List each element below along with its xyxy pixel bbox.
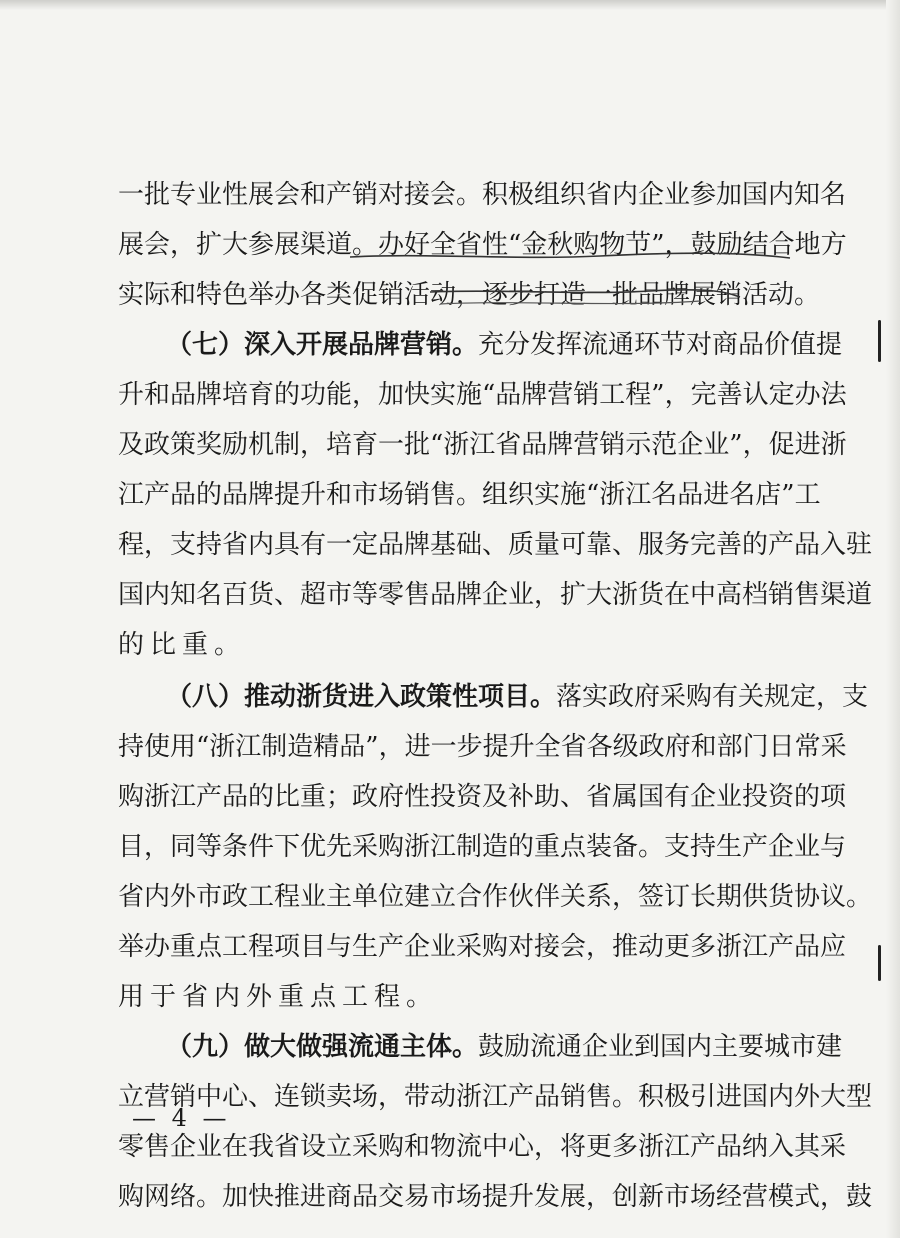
text-line: （八）推动浙货进入政策性项目。落实政府采购有关规定，支 <box>166 682 869 712</box>
text-line: 举办重点工程项目与生产企业采购对接会，推动更多浙江产品应 <box>118 932 847 962</box>
text-line: 程，支持省内具有一定品牌基础、质量可靠、服务完善的产品入驻 <box>118 530 873 560</box>
section-heading-7: （七）深入开展品牌营销。 <box>166 330 479 360</box>
text-line: 零售企业在我省设立采购和物流中心，将更多浙江产品纳入其采 <box>118 1132 847 1162</box>
section-heading-9: （九）做大做强流通主体。 <box>166 1032 479 1062</box>
text-line: 及政策奖励机制，培育一批“浙江省品牌营销示范企业”，促进浙 <box>118 430 847 460</box>
text-line: 升和品牌培育的功能，加快实施“品牌营销工程”，完善认定办法 <box>118 380 847 410</box>
text-line: 购网络。加快推进商品交易市场提升发展，创新市场经营模式，鼓 <box>118 1182 873 1212</box>
text-line: 持使用“浙江制造精品”，进一步提升全省各级政府和部门日常采 <box>118 732 847 762</box>
text-line: 一批专业性展会和产销对接会。积极组织省内企业参加国内知名 <box>118 180 847 210</box>
binder-mark-bottom <box>878 945 881 981</box>
text-line: 用于省内外重点工程。 <box>118 982 439 1012</box>
text-line: 目，同等条件下优先采购浙江制造的重点装备。支持生产企业与 <box>118 832 847 862</box>
text-line: 的比重。 <box>118 630 247 660</box>
text-line: 省内外市政工程业主单位建立合作伙伴关系，签订长期供货协议。 <box>118 882 873 912</box>
binder-mark-top <box>878 320 881 362</box>
section-heading-8: （八）推动浙货进入政策性项目。 <box>166 682 557 712</box>
text-line: 江产品的品牌提升和市场销售。组织实施“浙江名品进名店”工 <box>118 480 821 510</box>
text-line: （九）做大做强流通主体。鼓励流通企业到国内主要城市建 <box>166 1032 843 1062</box>
text-line: 立营销中心、连锁卖场，带动浙江产品销售。积极引进国内外大型 <box>118 1082 873 1112</box>
text-line: 国内知名百货、超市等零售品牌企业，扩大浙货在中高档销售渠道 <box>118 580 873 610</box>
text-line: （七）深入开展品牌营销。充分发挥流通环节对商品价值提 <box>166 330 843 360</box>
text-line: 购浙江产品的比重；政府性投资及补助、省属国有企业投资的项 <box>118 782 847 812</box>
page-number: — 4 — <box>132 1104 231 1132</box>
text-line: 展会，扩大参展渠道。办好全省性“金秋购物节”，鼓励结合地方 <box>118 230 847 260</box>
text-line: 实际和特色举办各类促销活动，逐步打造一批品牌展销活动。 <box>118 280 821 310</box>
